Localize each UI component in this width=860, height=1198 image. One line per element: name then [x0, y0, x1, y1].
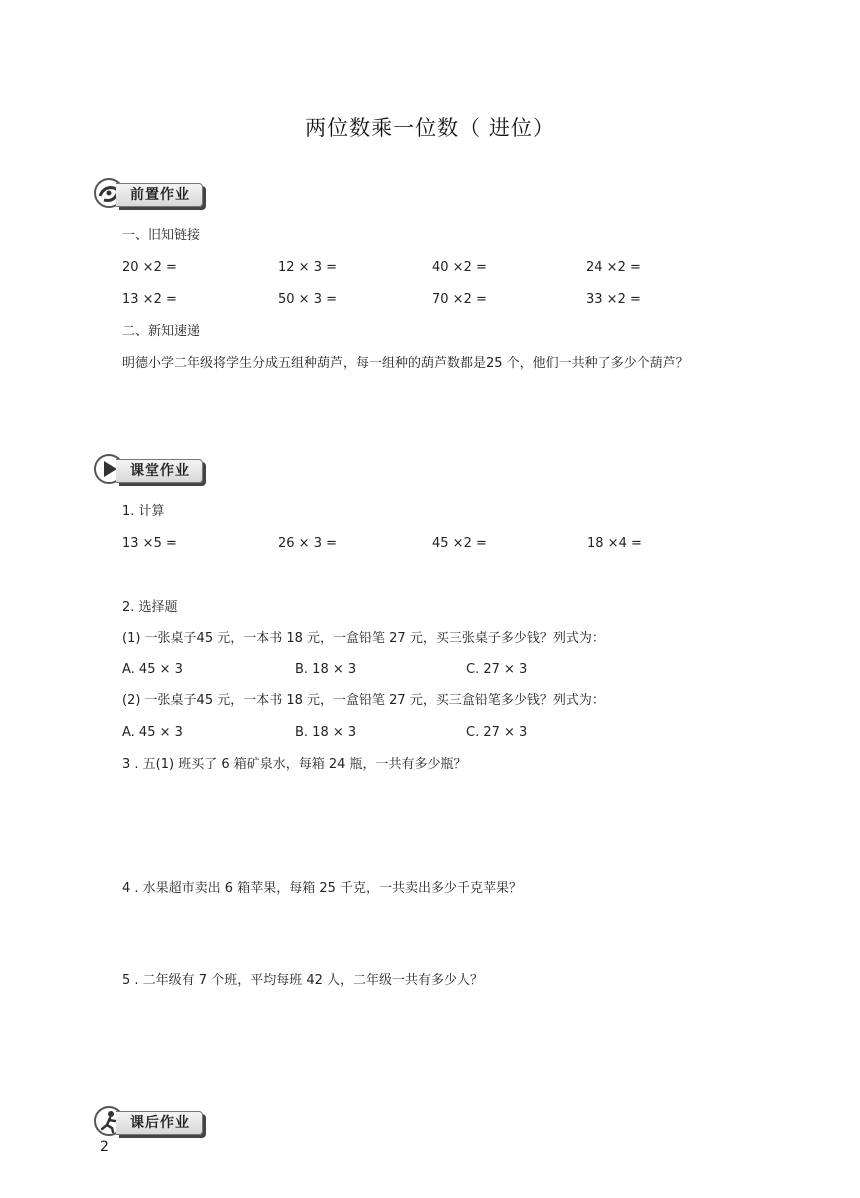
q1-item: 45 ×2 =	[432, 536, 487, 551]
pre-row2-item: 13 ×2 =	[122, 292, 177, 307]
q2-2-question: (2) 一张桌子45 元，一本书 18 元，一盒铅笔 27 元，买三盒铅笔多少钱？列式为：	[122, 693, 605, 708]
q1-item: 18 ×4 =	[587, 536, 642, 551]
section-badge-after	[94, 1106, 224, 1140]
pre-row1-item: 20 ×2 =	[122, 260, 177, 275]
section-badge-class	[94, 454, 224, 488]
pre-problem: 明德小学二年级将学生分成五组种葫芦，每一组种的葫芦数都是25 个，他们一共种了多少个葫芦？	[122, 356, 689, 371]
section-badge-pre	[94, 178, 224, 212]
q2-2-option: A. 45 × 3	[122, 725, 183, 740]
q4-question: 4 . 水果超市卖出 6 箱苹果，每箱 25 千克，一共卖出多少千克苹果？	[122, 881, 523, 896]
q2-title: 2. 选择题	[122, 600, 178, 615]
pre-row2-item: 50 × 3 =	[278, 292, 337, 307]
q1-item: 26 × 3 =	[278, 536, 337, 551]
section-label: 前置作业	[116, 183, 203, 207]
page-title: 两位数乘一位数（ 进位）	[305, 116, 555, 140]
pre-row1-item: 40 ×2 =	[432, 260, 487, 275]
q2-1-option: C. 27 × 3	[466, 662, 528, 677]
q2-2-option: C. 27 × 3	[466, 725, 528, 740]
q2-2-option: B. 18 × 3	[295, 725, 357, 740]
pre-row1-item: 24 ×2 =	[586, 260, 641, 275]
pre-row2-item: 70 ×2 =	[432, 292, 487, 307]
page-number: 2	[100, 1139, 109, 1155]
q5-question: 5 . 二年级有 7 个班，平均每班 42 人，二年级一共有多少人？	[122, 973, 484, 988]
pre-row2-item: 33 ×2 =	[586, 292, 641, 307]
q1-title: 1. 计算	[122, 504, 165, 519]
pre-row1-item: 12 × 3 =	[278, 260, 337, 275]
q2-1-option: A. 45 × 3	[122, 662, 183, 677]
section-label: 课堂作业	[116, 459, 203, 483]
pre-part1-heading: 一、旧知链接	[122, 228, 201, 243]
section-label: 课后作业	[116, 1111, 203, 1135]
q1-item: 13 ×5 =	[122, 536, 177, 551]
q3-question: 3 . 五(1) 班买了 6 箱矿泉水，每箱 24 瓶，一共有多少瓶？	[122, 757, 467, 772]
pre-part2-heading: 二、新知速递	[122, 324, 201, 339]
q2-1-question: (1) 一张桌子45 元，一本书 18 元，一盒铅笔 27 元，买三张桌子多少钱？列式为：	[122, 631, 605, 646]
q2-1-option: B. 18 × 3	[295, 662, 357, 677]
